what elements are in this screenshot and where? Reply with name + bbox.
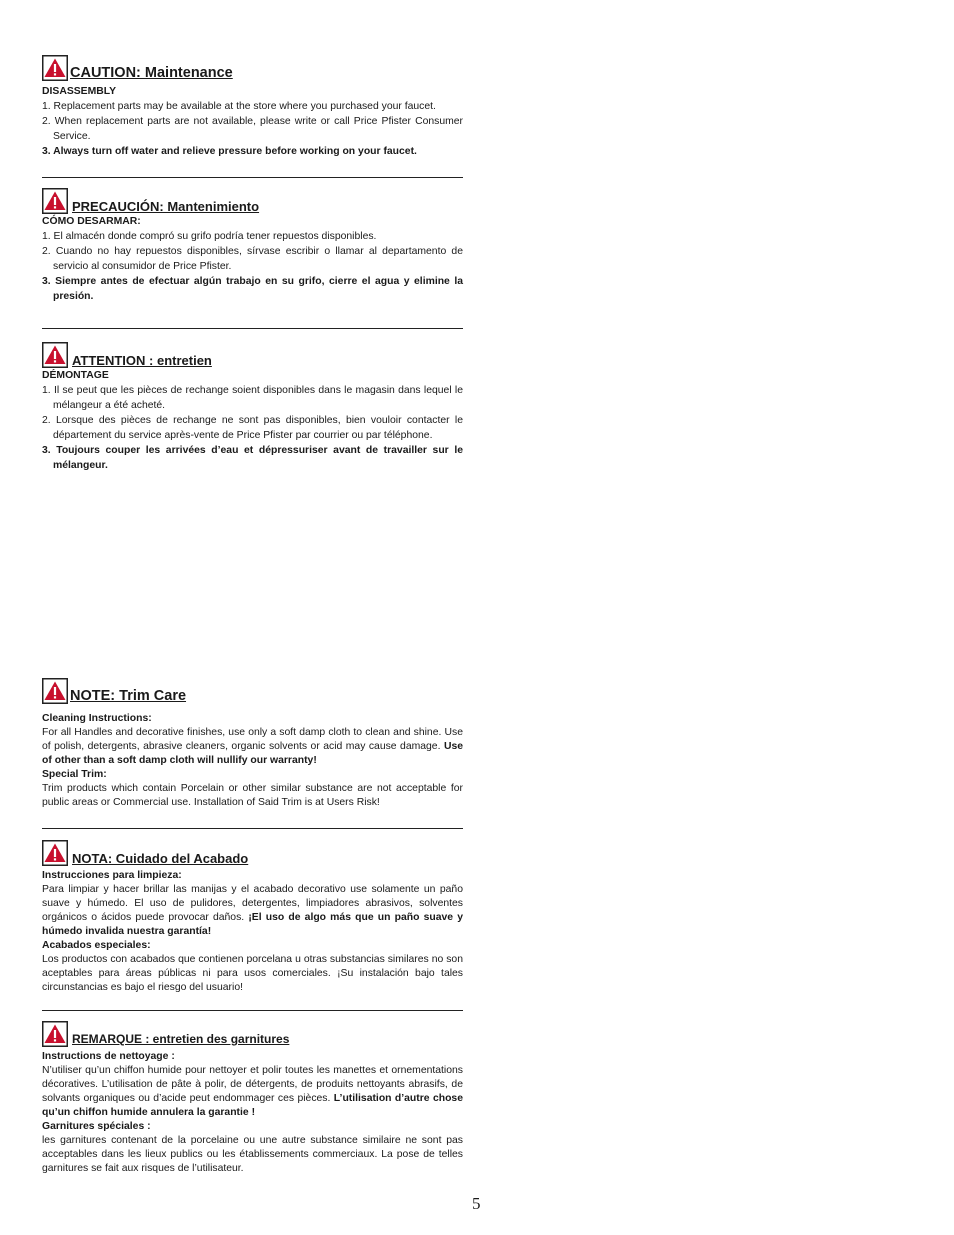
- note-trim-care-en: [42, 678, 463, 810]
- list-item: 1. Il se peut que les pièces de rechange soient disponibles dans le magasin dans lequel le mélangeur a été acheté.: [42, 385, 463, 411]
- section-title: CAUTION: Maintenance: [70, 65, 233, 81]
- special-trim-text: les garnitures contenant de la porcelaine ou une autre substance similaire ne sont pas acceptables dans les lieux publics ou les établissements commerciaux. La pose de telles garnitures se fait aux risques de l’utilisateur.: [42, 1135, 463, 1174]
- cleaning-label: Instructions de nettoyage :: [42, 1051, 175, 1062]
- instruction-list: [42, 229, 463, 304]
- special-trim-label: Garnitures spéciales :: [42, 1121, 151, 1132]
- section-title: NOTA: Cuidado del Acabado: [72, 851, 249, 866]
- section-subtitle: CÓMO DESARMAR:: [42, 216, 141, 227]
- warranty-warning: L’utilisation d’autre chose qu’un chiffon humide annulera la garantie !: [42, 1093, 463, 1118]
- cleaning-paragraph: [42, 1064, 463, 1120]
- warning-icon: [42, 342, 68, 368]
- section-divider: [42, 328, 463, 329]
- section-heading: [42, 188, 463, 214]
- special-trim-label: Special Trim:: [42, 769, 107, 780]
- special-trim-text: Los productos con acabados que contienen porcelana u otras substancias similares no son aceptables para áreas públicas ni para usos comerciales. ¡Su instalación bajo tales circunstancias es bajo el riesgo del usuario!: [42, 954, 463, 993]
- list-item: 3. Siempre antes de efectuar algún trabajo en su grifo, cierre el agua y elimine la presión.: [42, 276, 463, 302]
- cleaning-paragraph: [42, 883, 463, 939]
- page-number: 5: [472, 1194, 481, 1213]
- section-heading: [42, 678, 463, 704]
- section-subtitle: DÉMONTAGE: [42, 370, 109, 381]
- warning-icon: [42, 678, 68, 704]
- warning-icon: [42, 1021, 68, 1047]
- list-item: 1. El almacén donde compró su grifo podría tener repuestos disponibles.: [42, 231, 377, 242]
- special-trim-label: Acabados especiales:: [42, 940, 151, 951]
- note-trim-care-es: [42, 840, 463, 995]
- section-divider: [42, 828, 463, 829]
- section-heading: [42, 1021, 463, 1047]
- cleaning-text: N’utiliser qu’un chiffon humide pour nettoyer et polir toutes les manettes et ornementations décoratives. L’utilisation de pâte à polir, de détergents, de produits nettoyants abrasifs, de solvants organiques ou d’acide peut endommager ces pièces.: [42, 1065, 463, 1104]
- warranty-warning: Use of other than a soft damp cloth will nullify our warranty!: [42, 741, 463, 766]
- warranty-warning: ¡El uso de algo más que un paño suave y húmedo invalida nuestra garantía!: [42, 912, 463, 937]
- section-subtitle: DISASSEMBLY: [42, 86, 117, 97]
- list-item: 2. When replacement parts are not available, please write or call Price Pfister Consumer Service.: [42, 116, 463, 142]
- section-heading: [42, 55, 463, 81]
- note-trim-care-fr: [42, 1021, 463, 1176]
- list-item: 1. Replacement parts may be available at the store where you purchased your faucet.: [42, 101, 436, 112]
- section-title: PRECAUCIÓN: Mantenimiento: [72, 199, 260, 214]
- list-item: 3. Toujours couper les arrivées d’eau et dépressuriser avant de travailler sur le mélangeur.: [42, 445, 463, 471]
- section-heading: [42, 840, 463, 866]
- warning-icon: [42, 55, 68, 81]
- section-title: REMARQUE : entretien des garnitures: [72, 1032, 290, 1046]
- section-title: NOTE: Trim Care: [70, 688, 187, 704]
- caution-maintenance-es: [42, 188, 463, 304]
- warning-icon: [42, 188, 68, 214]
- cleaning-label: Instrucciones para limpieza:: [42, 870, 182, 881]
- section-divider: [42, 1010, 463, 1011]
- warning-icon: [42, 840, 68, 866]
- list-item: 2. Cuando no hay repuestos disponibles, sírvase escribir o llamar al departamento de servicio al consumidor de Price Pfister.: [42, 246, 463, 272]
- caution-maintenance-fr: [42, 342, 463, 473]
- special-trim-text: Trim products which contain Porcelain or other similar substance are not acceptable for public areas or Commercial use. Installation of Said Trim is at Users Risk!: [42, 783, 463, 808]
- section-title: ATTENTION : entretien: [72, 353, 212, 368]
- cleaning-text: Para limpiar y hacer brillar las manijas y el acabado decorativo use solamente un paño suave y húmedo. El uso de pulidores, detergentes, limpiadores abrasivos, solventes orgánicos o ácidos puede provocar daños.: [42, 884, 463, 923]
- instruction-list: [42, 99, 463, 159]
- cleaning-paragraph: [42, 726, 463, 768]
- instruction-list: [42, 383, 463, 473]
- cleaning-text: For all Handles and decorative finishes, use only a soft damp cloth to clean and shine. Use of polish, detergents, abrasive cleaners, organic solvents or acid may cause damage.: [42, 727, 463, 752]
- cleaning-label: Cleaning Instructions:: [42, 713, 152, 724]
- section-divider: [42, 177, 463, 178]
- list-item: 3. Always turn off water and relieve pressure before working on your faucet.: [42, 146, 417, 157]
- list-item: 2. Lorsque des pièces de rechange ne sont pas disponibles, bien vouloir contacter le département du service après-vente de Price Pfister par courrier ou par téléphone.: [42, 415, 463, 441]
- caution-maintenance-en: [42, 55, 463, 159]
- section-heading: [42, 342, 463, 368]
